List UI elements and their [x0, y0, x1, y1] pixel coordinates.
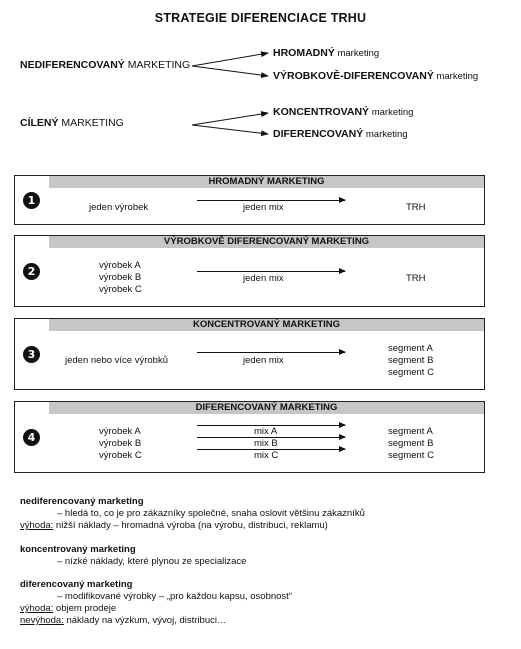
- note-advantage: výhoda: objem prodeje: [20, 603, 117, 614]
- box-mid-cell: jeden mix: [243, 355, 284, 366]
- box-koncentrovany: [14, 318, 485, 390]
- tree-diferencovany: DIFERENCOVANÝ marketing: [273, 128, 408, 140]
- note-disadvantage: nevýhoda: náklady na výzkum, vývoj, distribuci…: [20, 615, 227, 626]
- note-advantage: výhoda: nižší náklady – hromadná výroba (na výrobu, distribuci, reklamu): [20, 520, 328, 531]
- tree-hromadny: HROMADNÝ marketing: [273, 47, 380, 59]
- box-left-cell: výrobek C: [99, 450, 142, 461]
- number-badge: 3: [23, 346, 40, 363]
- box-left-cell: výrobek C: [99, 284, 142, 295]
- box-mid-cell: jeden mix: [243, 202, 284, 213]
- note-line: – modifikované výrobky – „pro každou kapsu, osobnost“: [57, 591, 292, 602]
- box-left-cell: jeden výrobek: [89, 202, 149, 213]
- box-right-cell: segment B: [388, 355, 434, 366]
- number-badge: 4: [23, 429, 40, 446]
- tree-koncentrovany: KONCENTROVANÝ marketing: [273, 106, 414, 118]
- box-right-cell: segment A: [388, 426, 433, 437]
- box-right-cell: TRH: [406, 202, 426, 213]
- box-right-cell: segment A: [388, 343, 433, 354]
- page-title: STRATEGIE DIFERENCIACE TRHU: [154, 11, 367, 25]
- box-mid-cell: jeden mix: [243, 273, 284, 284]
- tree-cileny: CÍLENÝ MARKETING: [20, 117, 124, 129]
- tree-vyrobkove: VÝROBKOVĚ-DIFERENCOVANÝ marketing: [273, 70, 479, 82]
- arrow: [197, 352, 345, 353]
- box-header: VÝROBKOVĚ DIFERENCOVANÝ MARKETING: [49, 236, 484, 248]
- arrow: [197, 200, 345, 201]
- box-left-cell: výrobek B: [99, 438, 142, 449]
- note-heading: diferencovaný marketing: [20, 579, 133, 590]
- number-badge: 1: [23, 192, 40, 209]
- box-mid-cell: mix B: [254, 438, 278, 449]
- note-koncentrovany: [20, 544, 246, 568]
- box-left-cell: výrobek A: [99, 260, 141, 271]
- box-right-cell: TRH: [406, 273, 426, 284]
- note-heading: koncentrovaný marketing: [20, 544, 136, 555]
- box-left-cell: výrobek A: [99, 426, 141, 437]
- arrow: [197, 271, 345, 272]
- number-badge: 2: [23, 263, 40, 280]
- box-mid-cell: mix A: [254, 426, 278, 437]
- note-diferencovany: [20, 579, 292, 627]
- box-left-cell: výrobek B: [99, 272, 142, 283]
- box-right-cell: segment B: [388, 438, 434, 449]
- note-line: – nízké náklady, které plynou ze specializace: [57, 556, 247, 567]
- note-heading: nediferencovaný marketing: [20, 496, 144, 507]
- box-mid-cell: mix C: [254, 450, 279, 461]
- box-hromadny: [14, 175, 485, 225]
- box-vyrobkove: [14, 235, 485, 307]
- box-left-cell: jeden nebo více výrobků: [65, 355, 168, 366]
- box-right-cell: segment C: [388, 367, 434, 378]
- box-right-cell: segment C: [388, 450, 434, 461]
- box-header: DIFERENCOVANÝ MARKETING: [49, 402, 484, 414]
- box-header: HROMADNÝ MARKETING: [49, 176, 484, 188]
- note-line: – hledá to, co je pro zákazníky společné, snaha oslovit většinu zákazníků: [57, 508, 365, 519]
- tree-nediferencovany: NEDIFERENCOVANÝ MARKETING: [20, 59, 191, 71]
- box-header: KONCENTROVANÝ MARKETING: [49, 319, 484, 331]
- box-diferencovany: [14, 401, 485, 473]
- note-nediferencovany: [20, 496, 365, 532]
